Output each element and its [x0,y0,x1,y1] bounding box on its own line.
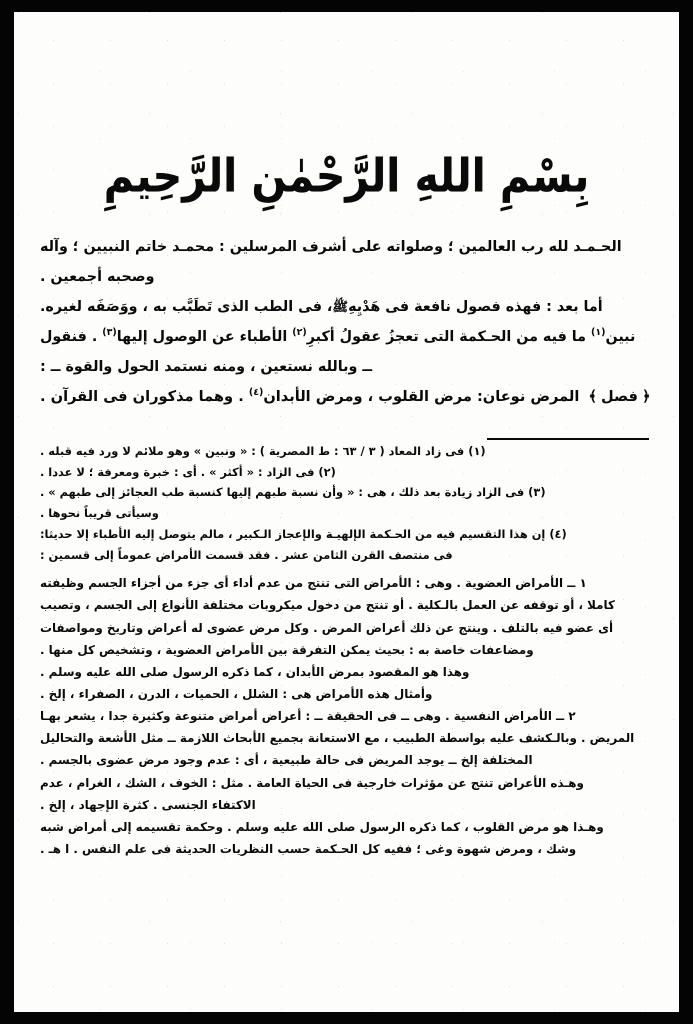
section-2-line-1: ٢ ــ الأمراض النفسية . وهى ــ فى الحقيقة ــ : أعراض أمراض متنوعة وكثيرة جدا ، يشعر بهـا [40,709,576,724]
footnote-3-continuation: وسيأتى قريباً نحوها . [40,506,159,521]
footnote-item-4 [40,524,653,545]
page-content [14,12,679,1012]
section-1-line-4: ومضاعفات خاصة به : بحيث يمكن التفرقة بين الأمراض العضوية ، وتشخيص كل منها . [40,642,534,657]
istiana-text: ــ وبالله نستعين ، ومنه نستمد الحول والقوة ــ : [40,358,373,375]
footnote-ref-3[interactable]: (٣) [102,326,117,338]
footnote-text-1: فى زاد المعاد ( ٣ / ٦٣ : ط المصرية ) : « ونبين » وهو ملائم لا ورد فيه قبله . [40,443,465,458]
footnotes-block [40,441,653,566]
fasl-bracket-open: ﴿ [641,388,651,406]
sections-block [40,572,653,860]
footnote-ref-2[interactable]: (٢) [292,326,307,338]
footnote-marker-4: (٤) [549,526,567,541]
praise-line-2-wrap [40,264,653,292]
fasl-label: فصل [601,388,638,406]
section-1-closing-1: وهذا هو المقصود بمرض الأبدان ، كما ذكره الرسول صلى الله عليه وسلم . [40,664,470,679]
main-body-text [40,234,653,412]
fasl-text-a: المرض نوعان: مرض القلوب ، ومرض الأبدان [263,388,585,406]
section-1-line-2: كاملا ، أو توقفه عن العمل بالـكلية . أو تنتج من دخول ميكروبات مختلفة الأنواع إلى الجسم ، وتصيب [40,598,615,613]
amma-baad-text-a: أما بعد : فهذه فصول نافعة فى هَدْيِهِ [348,298,603,315]
fasl-heading-line [40,383,653,411]
section-2-closing-1: وهـذه الأعراض تنتج عن مؤثرات خارجية فى الحياة العامة . مثل : الخوف ، الشك ، الغرام ، عدم [40,775,584,790]
fasl-text-b: . وهما مذكوران فى القرآن . [40,388,249,406]
footnote-separator-rule [487,438,649,440]
amma-baad-line-2 [40,324,653,352]
amma-baad-line-1 [40,294,653,322]
footnote-ref-1[interactable]: (١) [590,326,606,338]
nubayyin-text: نبين [605,328,636,345]
footnote-separator-row [40,425,653,435]
footnote-text-3: فى الزاد زيادة بعد ذلك ، هى : « وأن نسبة طبهم إليها كنسبة طب العجائز إلى طبهم » . [40,485,525,500]
footnote-ref-4[interactable]: (٤) [248,387,264,399]
hikmah-text: ما فيه من الحـكمة التى تعجزُ عقولُ أكبرِ [306,328,591,345]
footnote-4-continuation: فى منتصف القرن الثامن عشر . فقد قسمت الأمراض عموماً إلى قسمين : [40,547,453,562]
fasl-bracket-close: ﴾ [588,388,598,406]
scanned-page-sheet [14,12,679,1012]
footnote-marker-1: (١) [468,443,486,458]
basmala-header [40,134,653,218]
section-1-line-1: ١ ــ الأمراض العضوية . وهى : الأمراض التى تنتج من عدم أداء أى جزء من أجزاء الجسم وظيفته [40,576,587,591]
section-2-closing-2: الاكتفاء الجنسى . كثرة الإجهاد ، إلخ . [40,797,256,812]
footnote-item-1 [40,441,653,462]
atibba-text: الأطباء عن الوصول إليها [116,328,293,345]
footnote-text-2: فى الزاد : « أكثر » . أى : خبرة ومعرفة ؛ لا عددا . [40,464,315,479]
amma-baad-text-b: ، فى الطب الذى تَطَبَّب به ، ووَصَفَه لغيره. [40,298,333,315]
basmala-calligraphy: بِسْمِ اللهِ الرَّحْمٰنِ الرَّحِيمِ [103,148,590,203]
footnote-text-4: إن هذا التقسيم فيه من الحـكمة الإلهيـة والإعجاز الـكبير ، مالم يتوصل إليه الأطباء إلا حديثا: [40,526,546,541]
praise-line-2: وصحبه أجمعين . [40,268,155,285]
conclusion-line-2: وشك ، ومرض شهوة وغى ؛ ففيه كل الحـكمة حسب النظريات الحديثة فى علم النفس . ا هـ . [40,842,577,857]
fanaqul-text: . فنقول [40,328,103,345]
praise-paragraph [40,234,653,262]
istiana-line [40,354,653,382]
sallallahu-alayhi-wasallam-glyph: ﷺ [332,299,349,315]
praise-line-1: الحـمـد لله رب العالمين ؛ وصلواته على أشرف المرسلين : محمـد خاتم النبيين ؛ وآله [40,239,622,255]
section-1-line-3: أى عضو فيه بالتلف . وينتج عن ذلك أعراض المرض . وكل مرض عضوى له أعراض وتاريخ ومواصفات [40,620,614,635]
footnote-marker-2: (٢) [318,464,336,479]
conclusion-line-1: وهـذا هو مرض القلوب ، كما ذكره الرسول صلى الله عليه وسلم . وحكمة تقسيمه إلى أمراض شبه [40,819,604,834]
section-2-line-2: المريض . وبالـكشف عليه بواسطة الطبيب ، مع الاستعانة بجميع الأبحاث اللازمة ــ مثل الأشعة والتحاليل [40,731,635,746]
footnote-item-3 [40,482,653,503]
footnote-marker-3: (٣) [528,485,546,500]
section-1-closing-2: وأمثال هذه الأمراض هى : الشلل ، الحميات ، الدرن ، الصفراء ، إلخ . [40,687,433,702]
section-2-line-3: المختلفة إلخ ــ يوجد المريض فى حالة طبيعية ، أى : عدم وجود مرض عضوى بالجسم . [40,753,533,768]
footnote-item-2 [40,462,653,483]
